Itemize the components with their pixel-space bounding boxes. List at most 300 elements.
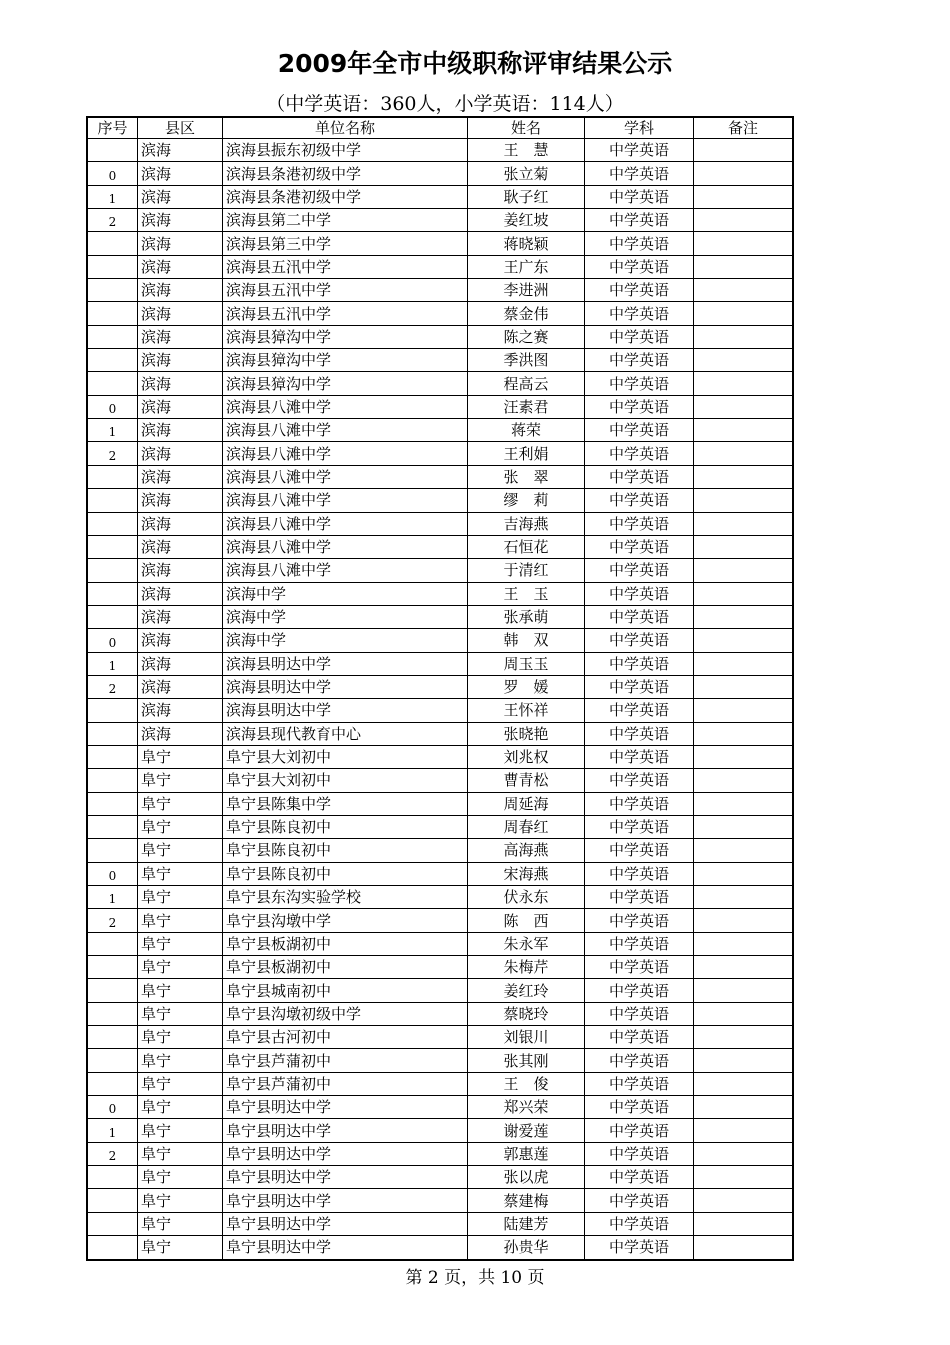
row-name: 刘兆权 [468,745,585,768]
row-unit: 阜宁县东沟实验学校 [223,886,468,909]
row-note [694,629,794,652]
table-row [87,139,793,162]
row-index [87,979,138,1002]
row-unit: 滨海县第二中学 [223,209,468,232]
row-index [87,722,138,745]
row-county: 滨海 [138,162,223,185]
row-unit: 滨海县第三中学 [223,232,468,255]
row-note [694,255,794,278]
table-row [87,652,793,675]
table-row [87,465,793,488]
row-note [694,745,794,768]
row-note [694,652,794,675]
row-note [694,372,794,395]
row-subject: 中学英语 [585,1002,694,1025]
row-name: 王利娟 [468,442,585,465]
row-county: 滨海 [138,232,223,255]
row-index [87,769,138,792]
row-county: 滨海 [138,395,223,418]
row-unit: 阜宁县陈良初中 [223,862,468,885]
row-unit: 阜宁县板湖初中 [223,932,468,955]
row-name: 季洪图 [468,349,585,372]
row-subject: 中学英语 [585,909,694,932]
row-unit: 阜宁县沟墩初级中学 [223,1002,468,1025]
row-name: 张晓艳 [468,722,585,745]
row-note [694,815,794,838]
row-note [694,769,794,792]
row-note [694,325,794,348]
row-county: 阜宁 [138,1049,223,1072]
row-county: 滨海 [138,605,223,628]
row-name: 陆建芳 [468,1212,585,1235]
row-name: 周玉玉 [468,652,585,675]
row-subject: 中学英语 [585,395,694,418]
row-index [87,1236,138,1260]
row-county: 滨海 [138,559,223,582]
table-row [87,442,793,465]
row-county: 滨海 [138,535,223,558]
row-note [694,862,794,885]
row-county: 阜宁 [138,1026,223,1049]
row-county: 阜宁 [138,1002,223,1025]
row-unit: 滨海县獐沟中学 [223,372,468,395]
table-row [87,489,793,512]
row-name: 蔡建梅 [468,1189,585,1212]
row-note [694,1189,794,1212]
table-row [87,395,793,418]
row-unit: 阜宁县明达中学 [223,1096,468,1119]
row-note [694,932,794,955]
row-unit: 阜宁县明达中学 [223,1212,468,1235]
row-unit: 滨海县八滩中学 [223,489,468,512]
row-unit: 滨海县八滩中学 [223,395,468,418]
row-unit: 阜宁县陈良初中 [223,815,468,838]
page-title: 2009年全市中级职称评审结果公示 [277,49,673,78]
row-unit: 阜宁县芦蒲初中 [223,1049,468,1072]
row-note [694,232,794,255]
row-subject: 中学英语 [585,1096,694,1119]
row-index: 2 [87,909,138,932]
row-unit: 滨海县现代教育中心 [223,722,468,745]
table-row [87,722,793,745]
row-subject: 中学英语 [585,442,694,465]
row-subject: 中学英语 [585,512,694,535]
row-county: 阜宁 [138,1096,223,1119]
row-unit: 滨海县五汛中学 [223,302,468,325]
row-note [694,349,794,372]
header-subject: 学科 [585,117,694,139]
row-note [694,1212,794,1235]
row-unit: 滨海县獐沟中学 [223,349,468,372]
row-index: 1 [87,1119,138,1142]
row-index: 1 [87,886,138,909]
row-name: 曹青松 [468,769,585,792]
table-row [87,232,793,255]
row-name: 姜红坡 [468,209,585,232]
row-county: 阜宁 [138,1212,223,1235]
row-name: 张以虎 [468,1166,585,1189]
table-row [87,979,793,1002]
header-county: 县区 [138,117,223,139]
row-subject: 中学英语 [585,979,694,1002]
row-county: 滨海 [138,489,223,512]
row-index: 0 [87,629,138,652]
row-county: 阜宁 [138,909,223,932]
row-county: 滨海 [138,442,223,465]
row-county: 滨海 [138,465,223,488]
row-unit: 滨海县八滩中学 [223,465,468,488]
row-name: 李进洲 [468,279,585,302]
header-unit: 单位名称 [223,117,468,139]
row-subject: 中学英语 [585,605,694,628]
table-row [87,1212,793,1235]
row-subject: 中学英语 [585,815,694,838]
row-subject: 中学英语 [585,325,694,348]
row-unit: 滨海县八滩中学 [223,559,468,582]
row-subject: 中学英语 [585,629,694,652]
row-name: 高海燕 [468,839,585,862]
table-row [87,792,793,815]
row-county: 滨海 [138,325,223,348]
row-name: 郑兴荣 [468,1096,585,1119]
table-row [87,956,793,979]
row-name: 程高云 [468,372,585,395]
row-note [694,1142,794,1165]
row-index: 0 [87,1096,138,1119]
row-note [694,535,794,558]
row-subject: 中学英语 [585,1026,694,1049]
row-note [694,465,794,488]
row-index: 2 [87,1142,138,1165]
header-name: 姓名 [468,117,585,139]
row-unit: 滨海县明达中学 [223,675,468,698]
row-subject: 中学英语 [585,1166,694,1189]
row-name: 伏永东 [468,886,585,909]
row-unit: 阜宁县明达中学 [223,1189,468,1212]
table-row [87,932,793,955]
row-index [87,932,138,955]
table-row [87,769,793,792]
row-name: 周延海 [468,792,585,815]
row-unit: 滨海县振东初级中学 [223,139,468,162]
row-note [694,1236,794,1260]
row-subject: 中学英语 [585,582,694,605]
row-note [694,722,794,745]
row-subject: 中学英语 [585,535,694,558]
row-county: 滨海 [138,582,223,605]
row-unit: 阜宁县大刘初中 [223,745,468,768]
row-county: 阜宁 [138,1189,223,1212]
row-unit: 滨海中学 [223,582,468,605]
row-index [87,325,138,348]
row-unit: 滨海县八滩中学 [223,535,468,558]
row-subject: 中学英语 [585,932,694,955]
row-name: 姜红玲 [468,979,585,1002]
row-name: 蒋晓颖 [468,232,585,255]
table-row [87,675,793,698]
row-subject: 中学英语 [585,489,694,512]
row-unit: 阜宁县城南初中 [223,979,468,1002]
row-name: 孙贵华 [468,1236,585,1260]
row-index: 0 [87,162,138,185]
table-row [87,325,793,348]
row-note [694,1166,794,1189]
page-footer: 第 2 页，共 10 页 [405,1268,545,1288]
row-subject: 中学英语 [585,1072,694,1095]
row-note [694,1026,794,1049]
row-subject: 中学英语 [585,302,694,325]
row-name: 吉海燕 [468,512,585,535]
table-row [87,302,793,325]
row-name: 宋海燕 [468,862,585,885]
row-subject: 中学英语 [585,886,694,909]
row-subject: 中学英语 [585,419,694,442]
row-name: 缪 莉 [468,489,585,512]
row-county: 滨海 [138,419,223,442]
table-row [87,1096,793,1119]
row-index [87,255,138,278]
row-index [87,139,138,162]
table-row [87,1049,793,1072]
row-index [87,465,138,488]
row-subject: 中学英语 [585,769,694,792]
row-index: 1 [87,185,138,208]
row-note [694,886,794,909]
row-subject: 中学英语 [585,465,694,488]
row-index: 2 [87,442,138,465]
row-index [87,699,138,722]
row-subject: 中学英语 [585,722,694,745]
row-index [87,792,138,815]
table-row [87,255,793,278]
table-row [87,699,793,722]
row-subject: 中学英语 [585,839,694,862]
row-index [87,1049,138,1072]
row-subject: 中学英语 [585,699,694,722]
row-county: 阜宁 [138,886,223,909]
row-county: 滨海 [138,372,223,395]
row-name: 王 慧 [468,139,585,162]
table-header [87,117,793,139]
row-name: 郭惠莲 [468,1142,585,1165]
row-index [87,349,138,372]
row-index: 1 [87,652,138,675]
row-county: 阜宁 [138,1236,223,1260]
header-index: 序号 [87,117,138,139]
row-name: 耿子红 [468,185,585,208]
row-index [87,1002,138,1025]
row-county: 阜宁 [138,1166,223,1189]
row-note [694,185,794,208]
row-index: 0 [87,395,138,418]
table-row [87,535,793,558]
table-row [87,862,793,885]
row-county: 滨海 [138,512,223,535]
row-unit: 阜宁县明达中学 [223,1119,468,1142]
row-name: 陈 西 [468,909,585,932]
table-row [87,419,793,442]
row-subject: 中学英语 [585,255,694,278]
row-index [87,815,138,838]
row-note [694,442,794,465]
row-county: 滨海 [138,699,223,722]
row-note [694,582,794,605]
row-subject: 中学英语 [585,162,694,185]
row-index [87,302,138,325]
row-county: 阜宁 [138,792,223,815]
table-row [87,745,793,768]
row-subject: 中学英语 [585,559,694,582]
row-unit: 阜宁县陈良初中 [223,839,468,862]
page-subtitle: （中学英语：360人，小学英语：114人） [266,93,624,115]
row-county: 滨海 [138,349,223,372]
row-note [694,605,794,628]
row-name: 刘银川 [468,1026,585,1049]
row-note [694,279,794,302]
table-row [87,185,793,208]
row-name: 张承萌 [468,605,585,628]
results-table [86,116,794,1261]
table-row [87,629,793,652]
row-note [694,675,794,698]
table-body [87,139,793,1260]
row-index [87,1072,138,1095]
row-note [694,699,794,722]
row-county: 滨海 [138,185,223,208]
row-subject: 中学英语 [585,675,694,698]
row-name: 罗 媛 [468,675,585,698]
row-note [694,1049,794,1072]
table-row [87,349,793,372]
table-row [87,1026,793,1049]
row-unit: 滨海县条港初级中学 [223,185,468,208]
row-county: 滨海 [138,255,223,278]
row-county: 阜宁 [138,815,223,838]
row-name: 谢爱莲 [468,1119,585,1142]
row-note [694,1072,794,1095]
row-name: 蒋荣 [468,419,585,442]
row-county: 阜宁 [138,1119,223,1142]
row-index [87,745,138,768]
row-unit: 滨海县八滩中学 [223,512,468,535]
header-row [87,117,793,139]
row-county: 滨海 [138,675,223,698]
row-index [87,1026,138,1049]
table-row [87,559,793,582]
row-unit: 阜宁县陈集中学 [223,792,468,815]
row-unit: 滨海县八滩中学 [223,419,468,442]
row-county: 滨海 [138,279,223,302]
row-county: 阜宁 [138,862,223,885]
row-county: 阜宁 [138,839,223,862]
row-subject: 中学英语 [585,372,694,395]
row-county: 阜宁 [138,1072,223,1095]
table-row [87,1189,793,1212]
row-county: 阜宁 [138,745,223,768]
row-unit: 阜宁县明达中学 [223,1166,468,1189]
row-subject: 中学英语 [585,1119,694,1142]
row-index: 0 [87,862,138,885]
table-row [87,279,793,302]
row-subject: 中学英语 [585,745,694,768]
row-name: 周春红 [468,815,585,838]
row-subject: 中学英语 [585,792,694,815]
row-note [694,1096,794,1119]
row-index [87,512,138,535]
row-county: 阜宁 [138,932,223,955]
table-row [87,209,793,232]
row-note [694,1119,794,1142]
row-unit: 阜宁县沟墩中学 [223,909,468,932]
row-subject: 中学英语 [585,1212,694,1235]
row-unit: 阜宁县大刘初中 [223,769,468,792]
row-unit: 阜宁县芦蒲初中 [223,1072,468,1095]
row-index [87,559,138,582]
row-note [694,909,794,932]
row-subject: 中学英语 [585,209,694,232]
row-name: 蔡晓玲 [468,1002,585,1025]
table-row [87,605,793,628]
row-county: 滨海 [138,209,223,232]
table-row [87,839,793,862]
row-county: 滨海 [138,629,223,652]
row-unit: 阜宁县板湖初中 [223,956,468,979]
row-unit: 阜宁县明达中学 [223,1236,468,1260]
row-name: 石恒花 [468,535,585,558]
row-county: 滨海 [138,722,223,745]
table-row [87,1119,793,1142]
row-county: 阜宁 [138,769,223,792]
row-note [694,512,794,535]
row-subject: 中学英语 [585,232,694,255]
table-row [87,1002,793,1025]
row-subject: 中学英语 [585,862,694,885]
row-index [87,605,138,628]
row-index [87,232,138,255]
row-index [87,489,138,512]
row-name: 韩 双 [468,629,585,652]
row-unit: 滨海县明达中学 [223,699,468,722]
row-unit: 滨海县明达中学 [223,652,468,675]
row-subject: 中学英语 [585,956,694,979]
row-unit: 滨海中学 [223,629,468,652]
row-index [87,1212,138,1235]
table-row [87,512,793,535]
row-note [694,839,794,862]
row-unit: 阜宁县明达中学 [223,1142,468,1165]
row-name: 张 翠 [468,465,585,488]
row-unit: 滨海县五汛中学 [223,255,468,278]
row-index [87,956,138,979]
row-name: 王怀祥 [468,699,585,722]
row-subject: 中学英语 [585,1189,694,1212]
row-name: 汪素君 [468,395,585,418]
table-row [87,1236,793,1260]
table-row [87,162,793,185]
table-row [87,582,793,605]
row-subject: 中学英语 [585,1236,694,1260]
row-subject: 中学英语 [585,185,694,208]
row-index [87,582,138,605]
row-note [694,209,794,232]
row-note [694,979,794,1002]
row-name: 张其刚 [468,1049,585,1072]
row-note [694,956,794,979]
row-index [87,1166,138,1189]
row-name: 蔡金伟 [468,302,585,325]
row-county: 阜宁 [138,956,223,979]
row-name: 于清红 [468,559,585,582]
